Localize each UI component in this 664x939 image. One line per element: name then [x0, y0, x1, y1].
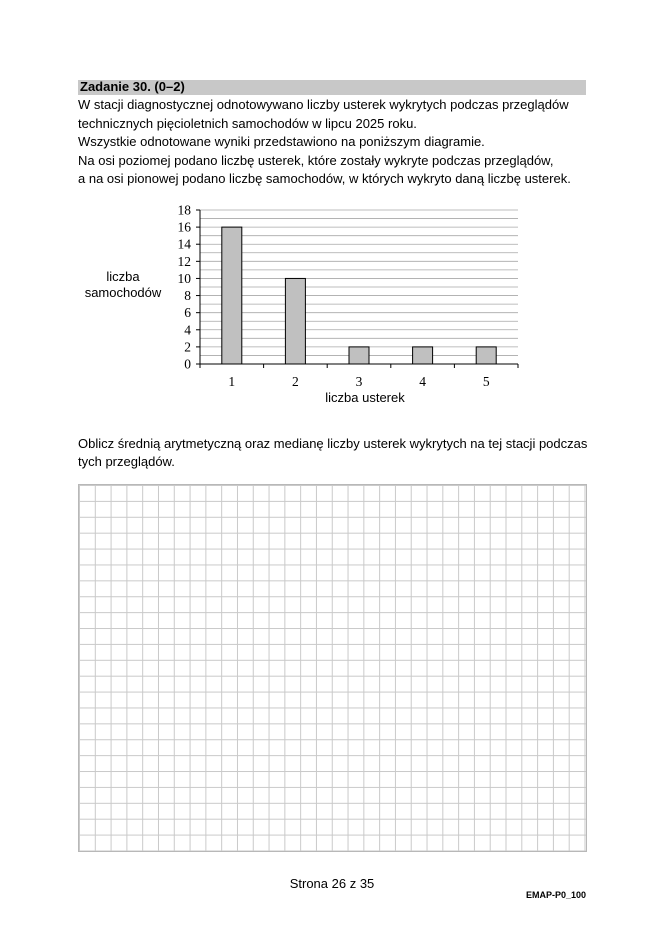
bar: [413, 347, 433, 364]
y-axis-label-line: liczba: [106, 269, 140, 284]
y-axis-label-line: samochodów: [84, 285, 162, 300]
y-tick-label: 6: [184, 305, 191, 321]
bar: [222, 227, 242, 364]
y-tick-label: 4: [184, 322, 191, 338]
x-tick-label: 2: [292, 374, 299, 389]
bar: [349, 347, 369, 364]
x-tick-label: 5: [482, 374, 490, 389]
x-tick-label: 3: [355, 374, 363, 389]
task-title: Zadanie 30. (0–2): [80, 79, 185, 94]
task-intro: [78, 96, 598, 189]
x-tick-label: 1: [228, 374, 236, 389]
intro-line: Wszystkie odnotowane wyniki przedstawiono na poniższym diagramie.: [78, 134, 485, 149]
bar: [285, 278, 305, 364]
y-tick-label: 0: [184, 356, 191, 372]
bar: [476, 347, 496, 364]
question-line: tych przeglądów.: [78, 454, 175, 469]
exam-code: EMAP-P0_100: [525, 890, 586, 900]
y-tick-label: 8: [184, 288, 191, 304]
y-tick-label: 14: [177, 236, 191, 252]
y-tick-label: 12: [177, 253, 191, 269]
x-axis-label: liczba usterek: [325, 390, 405, 405]
answer-grid[interactable]: [78, 484, 587, 852]
y-axis-label: [78, 269, 168, 301]
y-tick-label: 10: [177, 270, 191, 286]
page-number: Strona 26 z 35: [289, 876, 375, 891]
intro-line: technicznych pięcioletnich samochodów w lipcu 2025 roku.: [78, 115, 417, 131]
y-tick-label: 2: [184, 339, 191, 355]
y-tick-label: 18: [177, 202, 191, 218]
task-question: [78, 435, 598, 471]
x-tick-label: 4: [419, 374, 426, 389]
bar-chart: [160, 200, 540, 395]
question-line: Oblicz średnią arytmetyczną oraz medianę liczby usterek wykrytych na tej stacji podczas: [78, 436, 588, 451]
intro-line: a na osi pionowej podano liczbę samochodów, w których wykryto daną liczbę usterek.: [78, 171, 571, 186]
y-tick-label: 16: [177, 219, 191, 235]
intro-line: Na osi poziomej podano liczbę usterek, które zostały wykryte podczas przeglądów,: [78, 152, 554, 168]
intro-line: W stacji diagnostycznej odnotowywano liczby usterek wykrytych podczas przeglądów: [78, 97, 569, 112]
